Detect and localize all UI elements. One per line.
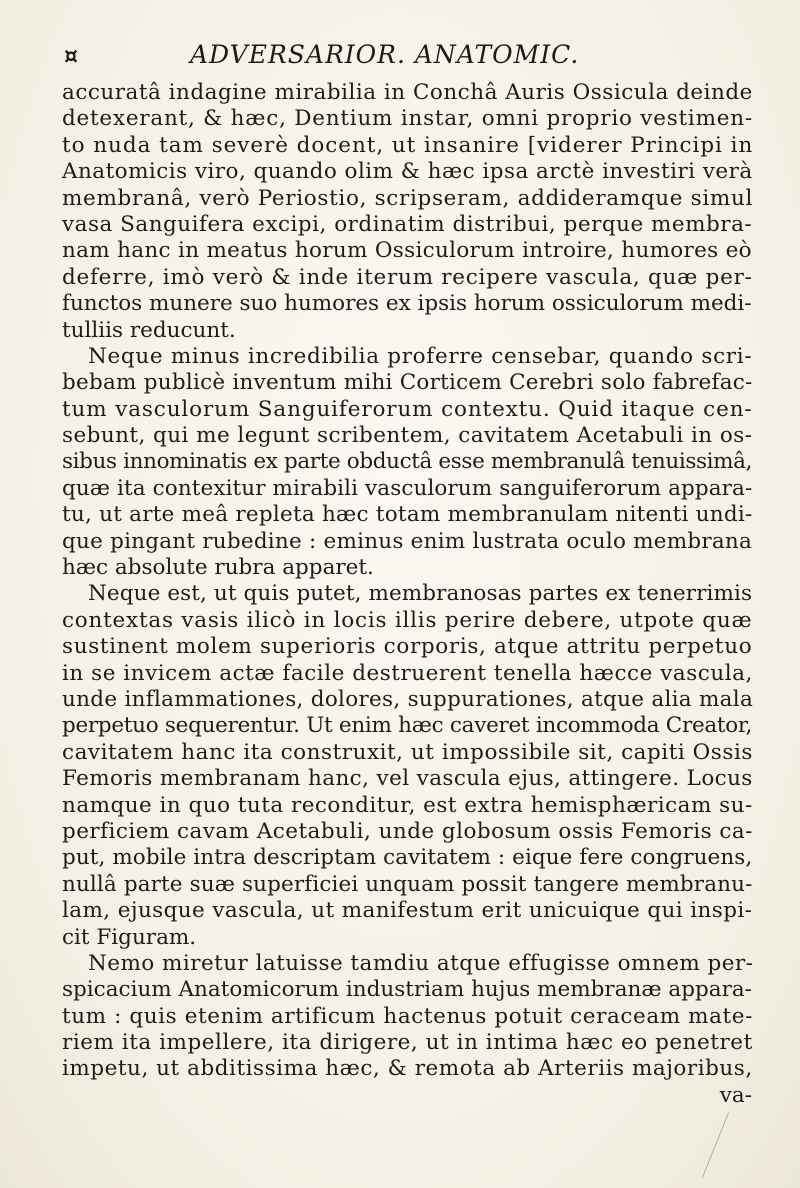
text-line: lam, ejusque vascula, ut manifestum erit unicuique qui inspi- xyxy=(62,898,753,924)
text-line: put, mobile intra descriptam cavitatem : eique fere congruens, xyxy=(62,845,753,871)
text-line: unde inflammationes, dolores, suppurationes, atque alia mala xyxy=(62,686,754,712)
running-header xyxy=(64,40,754,74)
text-line: quæ ita contexitur mirabili vasculorum sanguiferorum appara- xyxy=(62,475,753,501)
text-line: bebam publicè inventum mihi Corticem Cerebri solo fabrefac- xyxy=(62,370,753,396)
text-line: perficiem cavam Acetabuli, unde globosum ossis Femoris ca- xyxy=(62,818,753,844)
page-mark: ¤ xyxy=(64,43,78,69)
text-line: Nemo miretur latuisse tamdiu atque effugisse omnem per- xyxy=(88,950,754,976)
text-line: nam hanc in meatus horum Ossiculorum introire, humores eò xyxy=(62,238,752,264)
text-line: accuratâ indagine mirabilia in Conchâ Auris Ossicula deinde xyxy=(62,80,753,105)
running-title: ADVERSARIOR. ANATOMIC. xyxy=(190,40,580,69)
scan-artifact-line xyxy=(702,1112,729,1177)
text-line: deferre, imò verò & inde iterum recipere vascula, quæ per- xyxy=(62,264,753,290)
text-line: tum vasculorum Sanguiferorum contextu. Quid itaque cen- xyxy=(62,396,753,422)
text-line: tu, ut arte meâ repleta hæc totam membranulam nitenti undi- xyxy=(62,502,753,528)
text-line: contextas vasis ilicò in locis illis perire debere, utpote quæ xyxy=(62,607,753,633)
text-line: in se invicem actæ facile destruerent tenella hæcce vascula, xyxy=(62,660,753,686)
text-line: perpetuo sequerentur. Ut enim hæc caveret incommoda Creator, xyxy=(62,713,753,739)
text-line: namque in quo tuta reconditur, est extra hemisphæricam su- xyxy=(62,792,753,818)
text-line: sustinent molem superioris corporis, atque attritu perpetuo xyxy=(62,634,753,660)
text-line: riem ita impellere, ita dirigere, ut in intima hæc eo penetret xyxy=(62,1030,753,1056)
text-line: nullâ parte suæ superficiei unquam possit tangere membranu- xyxy=(62,871,753,897)
text-line: sebunt, qui me legunt scribentem, cavitatem Acetabuli in os- xyxy=(62,423,753,449)
text-line: Neque est, ut quis putet, membranosas partes ex tenerrimis xyxy=(88,581,753,607)
text-line: que pingant rubedine : eminus enim lustrata oculo membrana xyxy=(62,528,753,554)
text-line: hæc absolute rubra apparet. xyxy=(62,555,374,581)
text-line: detexerant, & hæc, Dentium instar, omni proprio vestimen- xyxy=(62,106,753,132)
text-line: tum : quis etenim artificum hactenus potuit ceraceam mate- xyxy=(62,1003,753,1029)
text-line: vasa Sanguifera excipi, ordinatim distribui, perque membra- xyxy=(62,211,753,237)
text-line: tulliis reducunt. xyxy=(62,317,236,343)
text-line: cit Figuram. xyxy=(62,924,197,950)
text-line: Femoris membranam hanc, vel vascula ejus, attingere. Locus xyxy=(62,766,753,792)
text-line: cavitatem hanc ita construxit, ut impossibile sit, capiti Ossis xyxy=(62,739,753,765)
text-line: to nuda tam severè docent, ut insanire [viderer Principi in xyxy=(62,132,754,158)
text-line: sibus innominatis ex parte obductâ esse membranulâ tenuissimâ, xyxy=(62,449,753,475)
text-line: impetu, ut abditissima hæc, & remota ab Arteriis majoribus, xyxy=(62,1056,753,1082)
body-text xyxy=(62,80,752,1109)
text-line: Neque minus incredibilia proferre censebar, quando scri- xyxy=(88,343,753,369)
text-line: functos munere suo humores ex ipsis horum ossiculorum medi- xyxy=(62,291,752,317)
text-line: membranâ, verò Periostio, scripseram, addideramque simul xyxy=(62,185,754,211)
text-line: Anatomicis viro, quando olim & hæc ipsa arctè investiri verà xyxy=(62,159,753,185)
text-line: spicacium Anatomicorum industriam hujus membranæ appara- xyxy=(62,977,752,1003)
catchword: va- xyxy=(719,1082,752,1108)
